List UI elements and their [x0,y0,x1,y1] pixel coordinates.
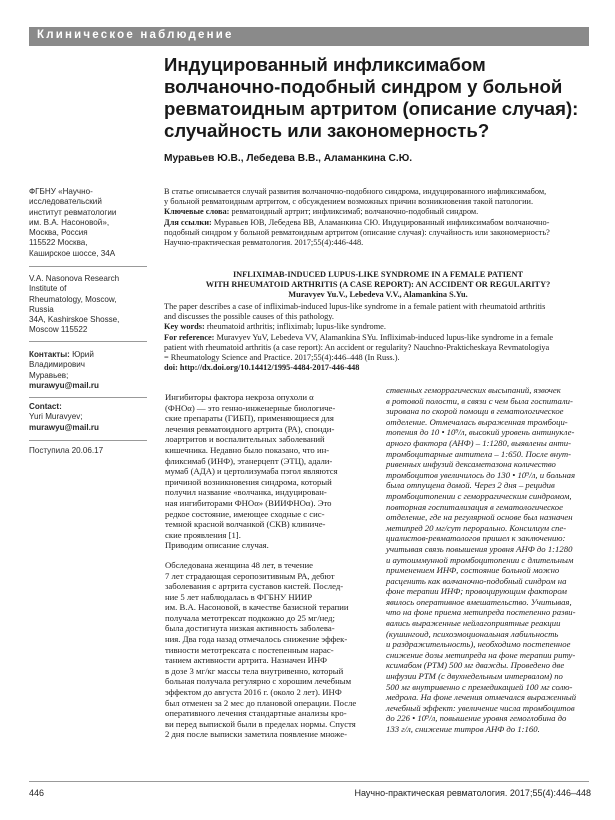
abstract-en [164,302,592,373]
affiliation-line: Москва, Россия [29,228,88,238]
body-text-line: танием активности артрита. Назначен ИНФ [165,655,328,666]
body-text-line: тивности метотрексата с постепенным нарас- [165,644,334,655]
contacts-en [29,402,147,433]
body-text-line: ния. Два года назад отмечалось снижение эффек- [165,634,348,645]
body-text-line: инфузии РТМ (с двухнедельным интервалом) по [386,671,563,682]
sidebar-divider [29,341,147,342]
affiliation-line: 34A, Kashirskoe Shosse, [29,315,120,325]
abstract-line: В статье описывается случай развития волчаночно-подобного синдрома, индуцированного инфликсимабом, [164,187,547,196]
body-text-line: ские проявления [1]. [165,529,241,540]
body-text-line: ная ингибиторами ФНОα» (ВИИФНОα). Это [165,497,332,508]
english-authors: Muravyev Yu.V., Lebedeva V.V., Alamankina S.Yu. [288,290,468,300]
body-text-line: арного фактора (АНФ) – 1:1280, выявлены анти- [386,437,572,448]
affiliation-line: Institute of [29,284,67,294]
abstract-line: у больной ревматоидным артритом, с обсуждением возможных причин возникновения такой патологии. [164,197,534,207]
body-text-line: метипред 20 мг/сут перорально. Консилиум спе- [386,522,567,533]
affiliation-line: Moscow 115522 [29,325,88,335]
keywords-label: Key words: [164,322,205,332]
body-text-line: 2 дня после выписки заметила появление множе- [165,729,348,740]
body-text-line: причиной возникновения синдрома, который [165,476,332,487]
body-text-line: топения до 10 • 10⁹/л, высокий уровень антинукле- [386,427,575,438]
contact-name: Муравьев; [29,370,69,380]
affiliation-line: V.A. Nasonova Research [29,274,120,283]
body-text-line: учитывая связь повышения уровня АНФ до 1:1280 [386,543,573,554]
body-text-line: снижение дозы метипреда на фоне терапии риту- [386,649,576,660]
body-text-line: больная получала регулярно с хорошим лечебным [165,676,352,687]
body-text-line: тромбоцитов увеличилось до 130 • 10⁹/л, и больная [386,469,576,480]
body-text-line: медрола. На фоне лечения отмечался выраженный [386,692,577,703]
body-text-line: заболевания с артрита суставов кистей. Послед- [165,581,344,592]
body-text-line: ксимабом (РТМ) 500 мг дважды. Проведено две [386,660,565,671]
authors: Муравьев Ю.В., Лебедева В.В., Аламанкина С.Ю. [164,153,413,164]
body-text-line: вались выраженные нейлагоприятные реакции [386,618,561,629]
body-text-line: Обследована женщина 48 лет, в течение [165,559,313,570]
title-line: Индуцированный инфликсимабом [164,54,486,75]
body-text-line: 500 мг внутривенно с премедикацией 100 мг солю- [386,681,573,692]
contact-name: Yuri Muravyev; [29,412,83,422]
affiliation-line: институт ревматологии [29,207,117,217]
sidebar-divider [29,266,147,267]
title-line: случайность или закономерность? [164,120,490,141]
affiliation-line: исследовательский [29,197,102,207]
page-number: 446 [29,788,45,798]
contacts-label: Контакты: [29,350,70,359]
body-text-line: и раздражительность), необходимо постепенное [386,639,571,650]
cite-line: = Rheumatology Science and Practice. 2017;55(4):446–448 (In Russ.). [164,353,400,363]
abstract-ru [164,187,592,248]
sidebar-divider [29,440,147,441]
body-text-line: циалистов-ревматологов пришел к заключению: [386,533,566,544]
body-text-line: была достигнута низкая активность заболева- [165,623,335,634]
body-text-line: оперативного лечения стандартные анализы кро- [165,708,347,719]
body-text-line: (кушингоид, психоэмоциональная лабильность [386,628,559,639]
title-line: ревматоидным артритом (описание случая): [164,98,579,119]
cite-line: Muravyev YuV, Lebedeva VV, Alamankina SYu. Infliximab-induced lupus-like syndrome in a female [216,332,554,342]
email-link[interactable]: murawyu@mail.ru [29,380,99,390]
contact-name: Юрий [72,350,94,359]
abstract-line: The paper describes a case of infliximab-induced lupus-like syndrome in a female patient with rheumatoid arthritis [164,302,546,311]
body-text-line: отделение. Отмечалась выраженная тромбоци- [386,416,568,427]
received-date: Поступила 20.06.17 [29,446,104,455]
keywords: rheumatoid arthritis; infliximab; lupus-like syndrome. [206,322,386,332]
english-title [164,270,592,301]
body-text-line: фликсимаб (ИНФ), этанерцепт (ЭТЦ), адали- [165,455,333,466]
body-text-line: применением ИНФ, состояние больной можно [386,565,560,576]
cite-line: подобный синдром у больной ревматоидным артритом (описание случая): случайность или закономерность? [164,227,550,237]
cite-line: Муравьев ЮВ, Лебедева ВВ, Аламанкина СЮ. Индуцированный инфликсимабом волчаночно- [213,217,550,227]
keywords: ревматоидный артрит; инфликсимаб; волчаночно-подобный синдром. [231,207,479,217]
section-label: Клиническое наблюдение [37,29,234,41]
body-text-line: получил название «волчанка, индуцирован- [165,487,327,498]
affiliation-line: Каширское шоссе, 34А [29,248,116,258]
doi-link[interactable]: doi: http://dx.doi.org/10.14412/1995-4484-2017-446-448 [164,363,360,373]
section-banner [29,27,589,46]
body-text-line: повторная госпитализация в гематологическое [386,501,563,512]
body-text-line: лоартритов и воспалительных заболеваний [165,434,325,445]
keywords-label: Ключевые слова: [164,207,230,217]
body-text-line: 7 лет страдающая серопозитивным РА, дебют [165,570,335,581]
affiliation-line: Russia [29,304,54,314]
body-left-column [165,392,378,740]
cite-label: Для ссылки: [164,217,212,227]
email-link[interactable]: murawyu@mail.ru [29,422,99,432]
body-text-line: фоне терапии ИНФ; провоцирующим фактором [386,586,567,597]
body-text-line: мумаб (АДА) и цертолизумаба пэгол являются [165,466,338,477]
affiliation-line: им. В.А. Насоновой», [29,217,110,227]
contact-label: Contact: [29,402,62,411]
body-text-line: ские препараты (ГИБП), применяющиеся для [165,413,334,424]
body-text-line: (ФНОα) — это генно-инженерные биологиче- [165,402,336,413]
affiliation-en [29,274,147,336]
body-text-line: явилось оперативное вмешательство. Учитывая, [386,596,572,607]
cite-label: For reference: [164,332,215,342]
body-text-line: зирована по скорой помощи в гематологическое [386,406,564,417]
affiliation-line: 115522 Москва, [29,238,88,248]
body-text-line: в дозе 3 мг/кг массы тела внутривенно, который [165,665,344,676]
body-text-line: тромбоцитарные антитела – 1:650. После внут- [386,448,572,459]
contacts-ru [29,350,147,391]
journal-citation: Научно-практическая ревматология. 2017;55(4):446–448 [354,788,591,798]
cite-line: Научно-практическая ревматология. 2017;55(4):446-448. [164,238,364,248]
affiliation-line: Rheumatology, Moscow, [29,294,117,304]
body-text-line: Приводим описание случая. [165,540,269,551]
sidebar-divider [29,397,147,398]
title-line: волчаночно-подобный синдром у больной [164,76,563,97]
body-text-line: был отменен за 2 мес до плановой операции. После [165,697,357,708]
body-text-line: до 226 • 10⁹/л, повышение уровня гемоглобина до [386,713,567,724]
body-text-line: ние 5 лет наблюдалась в ФГБНУ НИИР [165,591,313,602]
body-text-line: им. В.А. Насоновой, в качестве базисной терапии [165,602,349,613]
body-text-line: расценить как волчаночно-подобный синдром на [386,575,567,586]
affiliation-ru [29,187,147,259]
cite-line: patient with rheumatoid arthritis (a case report): An accident or regularity? Nauchno-Prakticheskaya Revmatologiya [164,342,550,352]
body-text-line: эффектом до августа 2016 г. (около 2 лет). ИНФ [165,687,342,698]
body-text-line: Ингибиторы фактора некроза опухоли α [165,392,314,402]
abstract-line: and discusses the possible causes of this pathology. [164,312,334,322]
body-text-line: ственных геморрагических высыпаний, язвочек [386,385,561,395]
english-title-line: INFLIXIMAB-INDUCED LUPUS-LIKE SYNDROME IN A FEMALE PATIENT [232,270,524,279]
body-text-line: лечения ревматоидного артрита (РА), спонди- [165,423,335,434]
body-text-line: и аутоиммунной тромбоцитопении с длительным [386,554,574,565]
english-title-line: WITH RHEUMATOID ARTHRITIS (A CASE REPORT): AN ACCIDENT OR REGULARITY? [205,280,551,290]
body-text-line: в ротовой полости, в связи с чем была госпитали- [386,395,573,406]
body-text-line: 133 г/л, снижение титров АНФ до 1:160. [386,724,540,734]
body-text-line: редкое состояние, имеющее сходные с сис- [165,508,325,519]
body-text-line: кишечника. Недавно было показано, что ин- [165,444,330,455]
body-text-line: отделение, где на регулярной основе был назначен [386,512,573,523]
affiliation-line: ФГБНУ «Научно- [29,187,93,196]
body-text-line: тромбоцитопении с геморрагическим синдромом, [386,490,572,501]
body-text-line: была отпущена домой. Через 2 дня – рецидив [386,480,555,491]
body-right-column [386,385,596,735]
body-text-line: ривенных инфузий дексаметазона количество [386,459,556,470]
body-text-line: ви перед выпиской были в пределах нормы. Спустя [165,718,356,729]
footer-divider [29,781,589,782]
contact-name: Владимирович [29,360,85,370]
body-text-line: что на фоне приема метипреда постепенно разви- [386,607,576,618]
article-title [164,54,584,142]
body-text-line: темной красной волчанкой (СКВ) клиниче- [165,519,326,530]
body-text-line: лечебный эффект: увеличение числа тромбоцитов [386,702,575,713]
body-text-line: получала метотрексат подкожно до 25 мг/нед; [165,612,335,623]
